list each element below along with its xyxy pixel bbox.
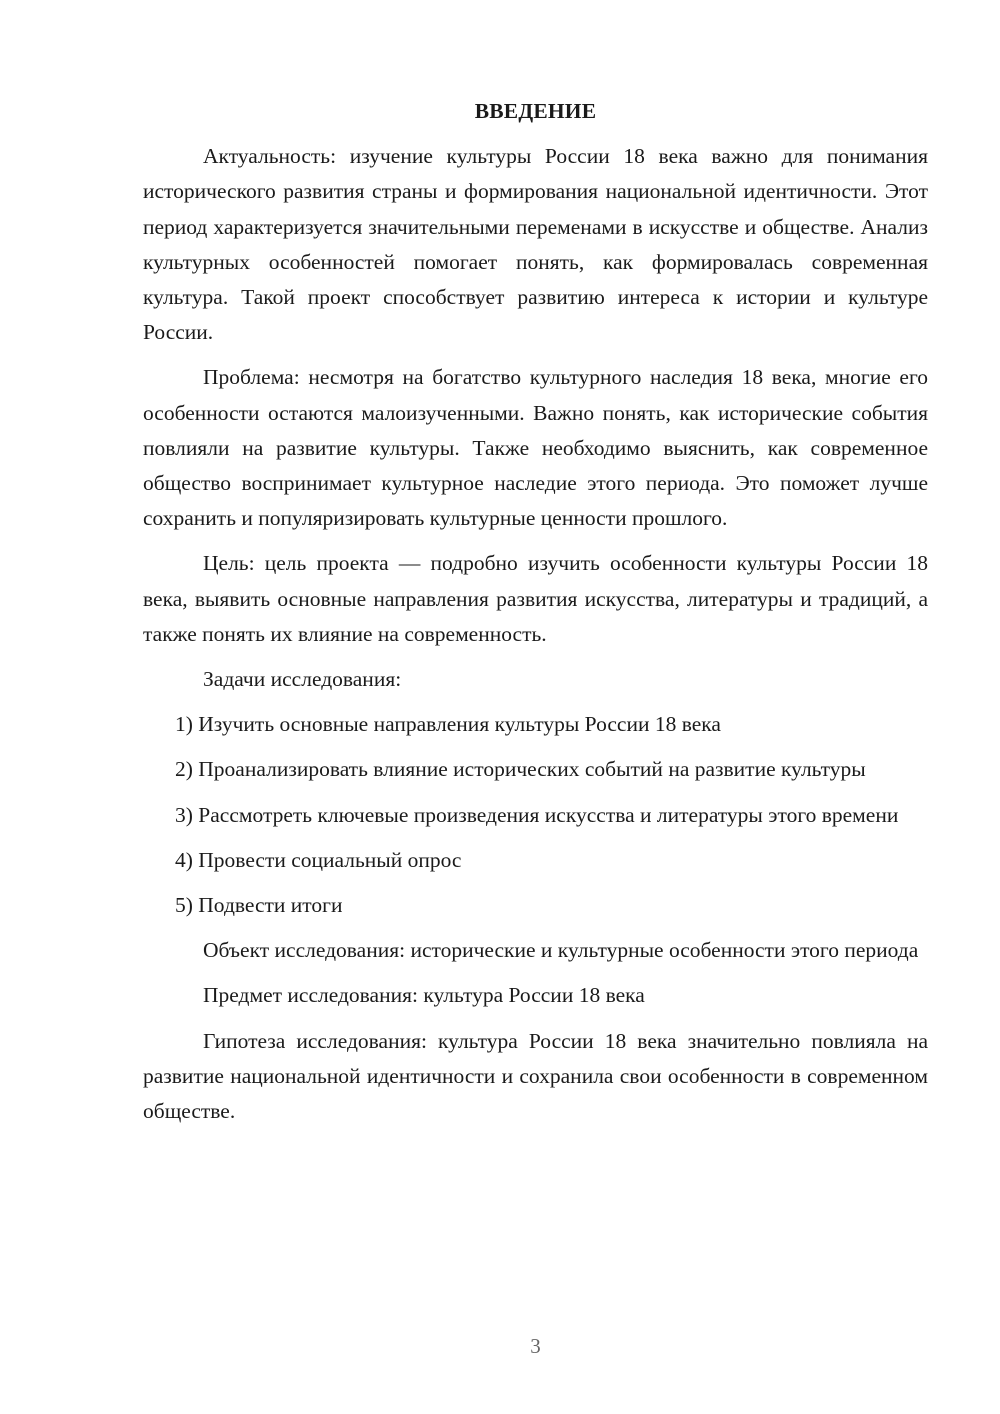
list-item: 4) Провести социальный опрос bbox=[175, 847, 462, 872]
hypothesis-paragraph: Гипотеза исследования: культура России 18 века значительно повлияла на развитие национальной идентичности и сохранила свои особенности в современном обществе. bbox=[143, 1028, 928, 1124]
list-item: 1) Изучить основные направления культуры России 18 века bbox=[175, 712, 721, 737]
subject-paragraph: Предмет исследования: культура России 18 века bbox=[203, 983, 645, 1008]
tasks-list bbox=[143, 707, 928, 923]
relevance-paragraph: Актуальность: изучение культуры России 18 века важно для понимания исторического развития страны и формирования национальной идентичности. Этот период характеризуется значительными переменами в искусстве и обществе. Анализ культурных особенностей помогает понять, как формировалась современная культура. Такой проект способствует развитию интереса к истории и культуре России. bbox=[143, 144, 928, 345]
goal-paragraph: Цель: цель проекта — подробно изучить особенности культуры России 18 века, выявить основные направления развития искусства, литературы и традиций, а также понять их влияние на современность. bbox=[143, 551, 928, 646]
list-item: 2) Проанализировать влияние исторических событий на развитие культуры bbox=[175, 757, 866, 782]
section-title: ВВЕДЕНИЕ bbox=[474, 99, 597, 123]
problem-paragraph: Проблема: несмотря на богатство культурного наследия 18 века, многие его особенности остаются малоизученными. Важно понять, как исторические события повлияли на развитие культуры. Также необходимо выяснить, как современное общество воспринимает культурное наследие этого периода. Это поможет лучше сохранить и популяризировать культурные ценности прошлого. bbox=[143, 365, 928, 531]
list-item: 5) Подвести итоги bbox=[175, 893, 343, 918]
tasks-heading: Задачи исследования: bbox=[203, 667, 402, 692]
page-number: 3 bbox=[530, 1334, 541, 1358]
list-item: 3) Рассмотреть ключевые произведения искусства и литературы этого времени bbox=[175, 802, 899, 827]
document-body bbox=[143, 94, 928, 1139]
object-paragraph: Объект исследования: исторические и культурные особенности этого периода bbox=[203, 938, 919, 963]
